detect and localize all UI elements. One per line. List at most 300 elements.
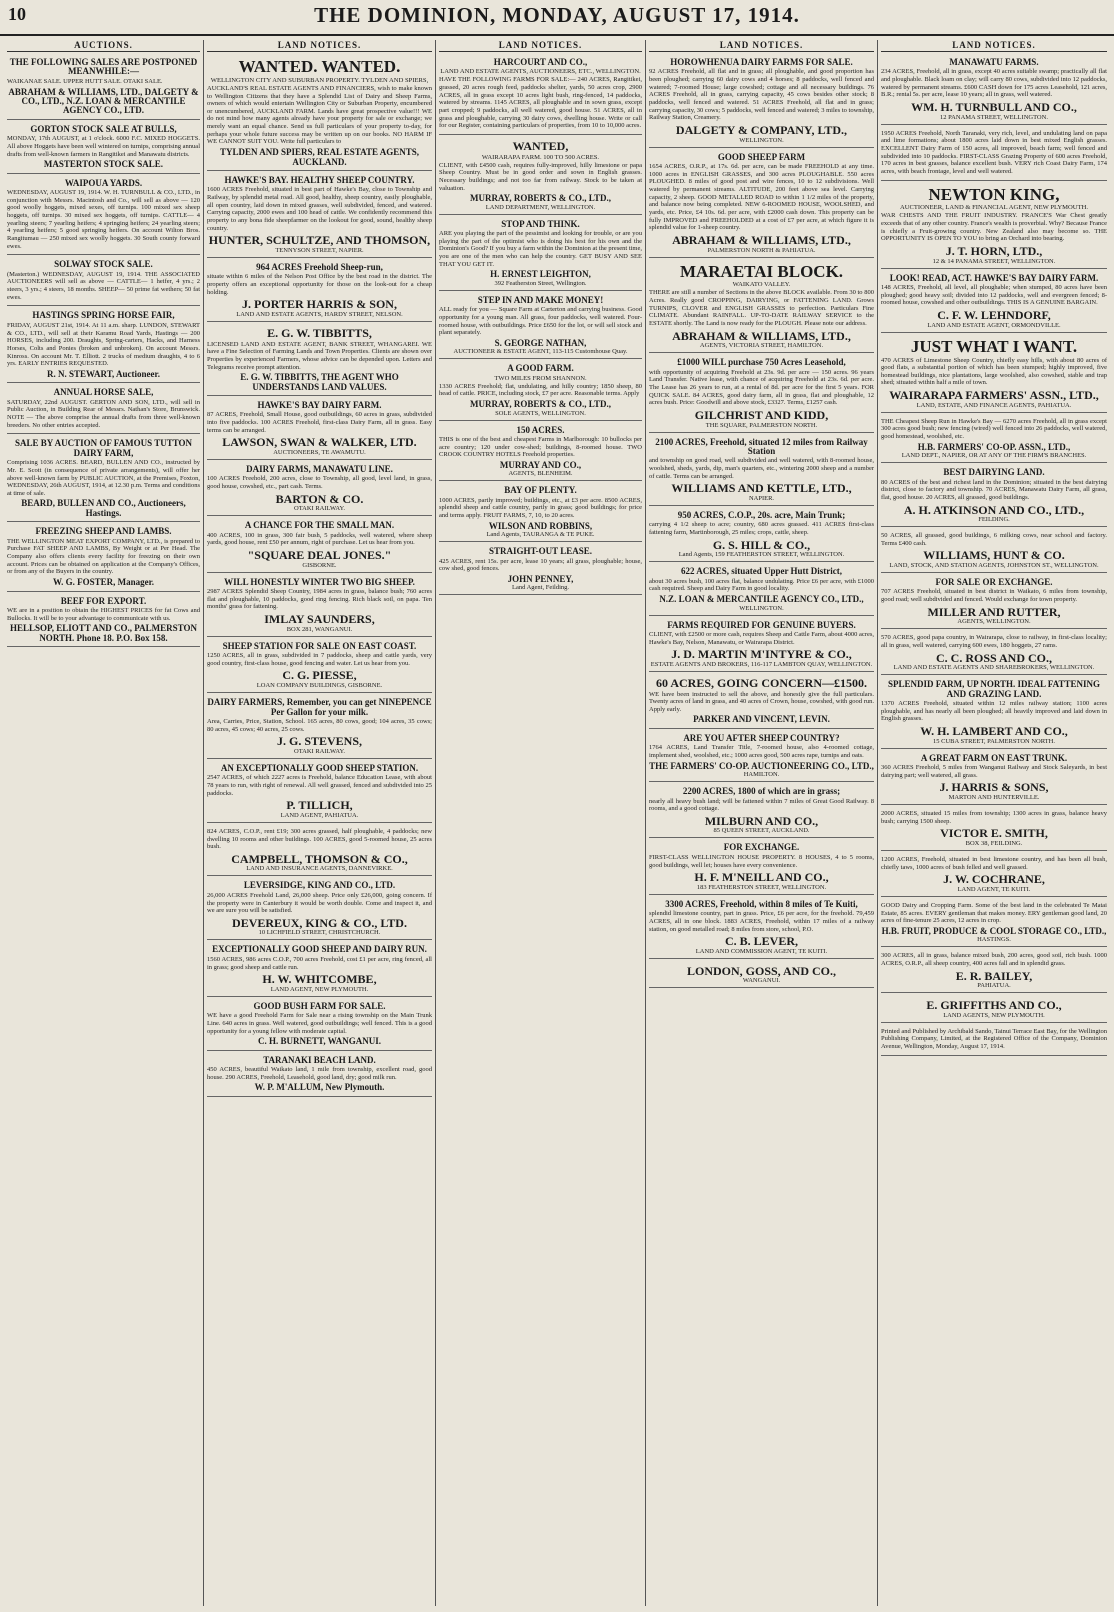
advertisement [207,324,432,396]
ad-heading: GORTON STOCK SALE AT BULLS, [30,123,177,134]
ad-advertiser: J. HARRIS & SONS, [939,780,1049,795]
ad-subheading: WAIKATO VALLEY. [732,281,791,289]
ad-advertiser: GILCHRIST AND KIDD, [694,408,829,422]
ad-body-text: WAR CHESTS AND THE FRUIT INDUSTRY. FRANCE'S War Chest greatly exceeds that of any other country. France's wealth is proverbial. Why? Because France is chiefly a Fruit-growing country. New Zealand also may become so. THE OPPORTUNITY IS OPEN TO YOU to bring an Orchard into bearing. [881,212,1107,243]
ad-body-text: 300 ACRES, all in grass, balance mixed bush, 200 acres, good soil, rich bush. 1000 ACRES, O.R.P., all sheep country, 400 acres fall and in splendid grass. [881,952,1107,967]
ad-advertiser-address: NAPIER. [748,495,775,503]
ad-advertiser: ABRAHAM & WILLIAMS, LTD., DALGETY & CO., LTD., N.Z. LOAN & MERCANTILE AGENCY CO., LTD. [8,86,199,116]
ad-advertiser-address: WELLINGTON. [739,136,784,144]
advertisement [881,853,1107,897]
ad-advertiser-address: LAND AGENT, PAHIATUA. [280,811,359,819]
ad-advertiser: "SQUARE DEAL JONES." [247,548,392,563]
ad-heading: A CHANCE FOR THE SMALL MAN. [244,520,395,531]
advertisement [207,398,432,460]
ad-body-text: ARE you playing the part of the pessimist and looking for trouble, or are you playing the part of the optimist who is doing his best for his own and the Dominion's Good? If you buy a farm within the Dominion at the present time, you are one of the men who can help the country. GET BUSY AND SEE THAT YOU GET IT. [439,230,642,268]
advertisement [649,355,874,432]
ad-advertiser-address: LAND AGENT, NEW PLYMOUTH. [270,985,369,993]
advertisement [207,639,432,693]
ad-body-text: about 30 acres bush, 100 acres flat, balance undulating. Price £6 per acre, with £1000 cash required. Sheep and Dairy Farm in good locality. [649,577,874,593]
ad-advertiser-address: LAND AND ESTATE AGENTS AND SHAREBROKERS, WELLINGTON. [893,664,1095,672]
page-number: 10 [8,4,26,24]
advertisement [439,137,642,215]
ad-advertiser-address: WELLINGTON. [739,604,784,612]
ad-heading: FARMS REQUIRED FOR GENUINE BUYERS. [667,619,856,630]
ad-body-text: 80 ACRES of the best and richest land in the Dominion; situated in the best dairying district, close to factory and township. 70 ACRES, Manawatu Dairy Farm, all grass, flat, good house. 20 ACRES, all grassed, good buildings. [881,478,1107,501]
ad-body-text: 824 ACRES, C.O.P., rent £19; 300 acres grassed, half ploughable, 4 paddocks; new dwelling 10 rooms and other buildings. 100 ACRES, good 5-roomed house, 25 acres bush. [207,827,432,851]
ad-advertiser-address: PALMERSTON NORTH & PAHIATUA. [707,246,816,254]
ad-body-text: 425 ACRES, rent 15s. per acre, lease 10 years; all grass, ploughable; house, cow shed, good fences. [439,557,642,573]
ad-heading: 964 ACRES Freehold Sheep-run, [256,261,383,272]
advertisement [649,731,874,782]
ad-advertiser-address: Land Agent, Feilding. [511,584,570,592]
ad-advertiser: HUNTER, SCHULTZE, AND THOMSON, [208,233,431,248]
ad-advertiser-address: AGENTS, VICTORIA STREET, HAMILTON. [699,342,824,350]
newspaper-title: THE DOMINION, MONDAY, AUGUST 17, 1914. [314,3,800,27]
ad-heading: DAIRY FARMERS, Remember, you can get NINEPENCE Per Gallon for your milk. [207,697,432,717]
ad-advertiser: A. H. ATKINSON AND CO., LTD., [903,502,1085,517]
ad-advertiser: E. R. BAILEY, [955,968,1033,983]
ad-body-text: GOOD Dairy and Cropping Farm. Some of the best land in the celebrated Te Matai Estate, 85 acres. EVERY gentleman that makes money. ERY gentleman good land, 20 acres of fine-tenure 25 acres, 12 acres in crop. [881,901,1107,925]
ad-heading: GOOD SHEEP FARM [717,151,806,162]
ad-heading: LEVERSIDGE, KING AND CO., LTD. [243,880,396,891]
ad-body-text: WE are in a position to obtain the HIGHEST PRICES for fat Cows and Bullocks. It will be to your advantage to communicate with us. [7,606,200,622]
ad-heading: £1000 WILL purchase 750 Acres Leasehold, [677,357,846,368]
advertisement [881,271,1107,333]
ad-heading: ARE YOU AFTER SHEEP COUNTRY? [683,732,840,743]
advertisement [439,483,642,542]
ad-heading: BEST DAIRYING LAND. [943,467,1045,478]
advertisement [881,55,1107,125]
advertisement [7,55,200,120]
ad-heading: 2100 ACRES, Freehold, situated 12 miles from Railway Station [655,436,868,457]
ad-body-text: THE Cheapest Sheep Run in Hawke's Bay — 6270 acres Freehold, all in grass except 300 acres good bush; new fencing (wired) well fenced into 26 paddocks, well watered, good homestead, woolshed, etc. [881,417,1107,441]
advertisement [207,260,432,322]
ad-body-text: FRIDAY, AUGUST 21st, 1914. At 11 a.m. sharp. LUNDON, STEWART & CO., LTD., will sell at their Karamu Road Yards, Hastings — 200 HORSES, including 200. Draughts, Spring-carters, Hacks, and Harness Horses, Colts and Ponies (broken and unbroken). On account Messrs. Kinross. On account Mr. T. Elliott. 2 trucks of medium draughts, 4 to 6 yrs. EARLY ENTRIES REQUESTED. [7,321,200,368]
ad-subheading: WAIRARAPA FARM. 100 TO 500 ACRES. [481,153,600,161]
ad-body-text: 50 ACRES, all grassed, good buildings, 6 milking cows, near school and factory. Terms £400 cash. [881,532,1107,547]
ad-body-text: situate within 6 miles of the Nelson Post Office by the best road in the district. The property offers an exceptional opportunity for those on the look-out for a cheap holding. [207,273,432,296]
ad-body-text: 92 ACRES Freehold, all flat and in grass; all ploughable, and good proportion has been ploughed; carrying 60 dairy cows and 4 horses; 8 paddocks, well fenced and watered; 7-roomed House; large cowshed; cottage and all necessary buildings. 76 ACRES Freehold, all in grass, carrying capacity, 45 cows besides other stock; 8 paddocks, well fenced and watered. 51 ACRES Freehold, all flat and in grass; carrying capacity, 30 cows; 5 paddocks, well fenced and watered; 3 miles to township, Railway Station, Creamery. [649,68,874,122]
advertisement [207,942,432,996]
ad-advertiser-address: HAMILTON. [743,771,780,779]
ad-body-text: 360 ACRES Freehold, 5 miles from Wanganui Railway and Stock Saleyards, in best dairying part; well watered, all grass. [881,764,1107,779]
ad-body-text: 234 ACRES, Freehold, all in grass, except 40 acres suitable swamp; practically all flat and ploughable. Black loam on clay; will carry 80 cows, subdivided into 12 paddocks, watered by permanent streams. £600 CASH down for 175 acres Leasehold, 121 acres, B.R.; rental 5s. per acre, lease 10 years; all in grass, well watered. [881,68,1107,99]
ad-advertiser: WILSON AND ROBBINS, [488,520,593,531]
ad-advertiser-address: LAND DEPARTMENT, WELLINGTON. [485,203,596,211]
ad-heading: SPLENDID FARM, UP NORTH. IDEAL FATTENING AND GRAZING LAND. [888,679,1100,699]
ad-advertiser-address: LAND AGENT, TE KUITI. [957,885,1031,893]
ad-body-text: 570 ACRES, good papa country, in Wairarapa, close to railway, in first-class locality; all in grass, well watered, carrying 600 ewes, 180 hoggets, 27 rams. [881,634,1107,650]
ad-body-text: with opportunity of acquiring Freehold at 23s. 9d. per acre — 150 acres. 96 years Land Transfer. Native lease, with chance of acquiring Freehold at 23s. 6d. per acre. The Lease has 26 years to run, at a rental of 8d. per acre for the first 5 years. FOR QUICK SALE. 84 ACRES, good dairy farm, all in grass, flat and ploughable, 12 acres bush. Price: Goodwill and above stock, £3327. Terms, £1257 cash. [649,368,874,407]
advertisement [207,55,432,171]
ad-advertiser-address: LOAN COMPANY BUILDINGS, GISBORNE. [256,682,383,690]
ad-heading: A GOOD FARM. [507,363,574,374]
ad-advertiser-address: 392 Featherston Street, Wellington. [494,279,587,287]
ad-advertiser: DEVEREUX, KING & CO., LTD. [232,915,407,930]
ad-heading: WANTED, [512,139,569,154]
ad-advertiser-address: WANGANUI. [742,977,781,985]
ad-advertiser-address: TENNYSON STREET, NAPIER. [275,246,364,254]
ad-body-text: WEDNESDAY, AUGUST 19, 1914. W. H. TURNBULL & CO., LTD., in conjunction with Messrs. Macintosh and Co., will sell as above — 120 good woolly hoggets, mixed sexes, off turnips. 100 mixed sex sheep hoggets, off turnips. 30 mixed sex hoggets, off turnips. CATTLE— 4 yearling steers; 7 yearling heifers; 4 springing heifers; 24 yearling steers; 4 yearling heifers; 5 good springing heifers. On account Wilton Bros. Rangitumau — 250 mixed sex woolly hoggets. 30 South county forward ewes. [7,189,200,250]
ad-advertiser-address: 12 & 14 PANAMA STREET, WELLINGTON. [932,257,1056,265]
ad-body-text: 1764 ACRES, Land Transfer Title, 7-roomed house, also 4-roomed cottage, implement shed, woolshed, etc.; 1000 acres good, 500 acres rape, turnips and oats. [649,744,874,759]
ad-body-text: HAVE THE FOLLOWING FARMS FOR SALE:— 240 ACRES, Rangitikei, grassed, 20 acres rough feed, paddocks shelter, yards, 50 acres crop, 2900 ACRES, all in grass except 10 acres light bush, ring-fenced, 14 paddocks, watered by streams. 1145 ACRES, all ploughable and in sown grass, except part cropped; 9 paddocks, all well watered, good house. 51 ACRES, all in grass and ploughable, carrying 30 dairy cows, dwelling house. Write or call for our Register, containing particulars of properties, from 10 to 10,000 acres. [439,76,642,130]
ad-advertiser-address: BOX 281, WANGANUI. [286,625,353,633]
ad-heading: NEWTON KING, [928,184,1060,204]
ad-advertiser: C. B. LEVER, [724,934,798,949]
ad-heading: DAIRY FARMS, MANAWATU LINE. [246,464,393,475]
ad-body-text: 470 ACRES of Limestone Sheep Country, chiefly easy hills, with about 80 acres of good flats, a substantial portion of which has been stumped; highly improved, five homestead buildings, nice plantations, large woolshed, also cowshed, stable and trap shed; situated within half a mile of town. [881,356,1107,387]
ad-heading: 3300 ACRES, Freehold, within 8 miles of Te Kuiti, [665,898,858,909]
ad-heading: EXCEPTIONALLY GOOD SHEEP AND DAIRY RUN. [212,944,427,955]
ad-body-text: 1950 ACRES Freehold, North Taranaki, very rich, level, and undulating land on papa and lime formations; about 1800 acres laid down in best mixed English grasses. EXCELLENT Dairy Farm of 150 acres, all improved, beach farm; well fenced and subdivided into 10 paddocks. FIRST-CLASS Grazing Property of 600 acres Freehold, 170 acres in best grasses, balance excellent bush. VERY rich Coast Dairy Farm, 174 acres, with beach frontage, level and well watered. [881,129,1107,175]
ad-body-text: 1560 ACRES, 986 acres C.O.P., 700 acres Freehold, cost £1 per acre, ring fenced, all in grass; good sheep and cattle run. [207,955,432,971]
ad-heading: HAWKE'S BAY. HEALTHY SHEEP COUNTRY. [224,174,415,185]
advertisement [881,465,1107,527]
ad-advertiser: CAMPBELL, THOMSON & CO., [231,851,408,866]
advertisement [881,183,1107,269]
ad-body-text: 2000 ACRES, situated 15 miles from township; 1300 acres in grass, balance heavy bush; carrying 1500 sheep. [881,810,1107,825]
ad-body-text: 1330 ACRES Freehold; flat, undulating, and hilly country; 1850 sheep, 80 head of cattle. PRICE, including stock, £7 per acre. Reasonable terms. Apply [439,382,642,398]
ad-body-text: WE have a good Freehold Farm for Sale near a rising township on the Main Trunk Line. 640 acres in grass. Well watered, good outbuildings; well fenced. This is a good opportunity for a young fellow with moderate capital. [207,1012,432,1035]
ad-body-text: 1370 ACRES Freehold, situated within 12 miles railway station; 1100 acres ploughable, and has nearly all been ploughed; all heavily improved and laid down in English grasses. [881,700,1107,723]
ad-heading: TARANAKI BEACH LAND. [263,1054,376,1065]
advertisement [881,631,1107,675]
advertisement [207,878,432,940]
ad-body-text: 1200 ACRES, Freehold, situated in best limestone country, and has been all bush, chiefly taws, 1000 acres of bush felled and well grassed. [881,855,1107,871]
ad-heading: HASTINGS SPRING HORSE FAIR, [32,310,175,321]
ad-advertiser: WAIRARAPA FARMERS' ASSN., LTD., [889,388,1099,403]
ad-heading: A GREAT FARM ON EAST TRUNK. [920,752,1068,763]
ad-subheading: WELLINGTON CITY AND SUBURBAN PROPERTY. TYLDEN AND SPIERS, [210,76,429,84]
ad-advertiser-address: LAND, ESTATE, AND FINANCE AGENTS, PAHIATUA. [916,401,1072,409]
ad-advertiser: MURRAY AND CO., [499,459,582,470]
column-3 [436,40,646,1606]
ad-heading: 150 ACRES. [516,424,565,435]
ad-advertiser-address: SOLE AGENTS, WELLINGTON. [495,409,586,417]
ad-body-text: Area, Carries, Price, Station, School. 165 acres, 80 cows, good; 104 acres, 35 cows; 80 acres, 45 cows; 40 acres, 25 cows. [207,717,432,733]
advertisement [207,761,432,823]
ad-advertiser: H. F. M'NEILL AND CO., [694,870,829,885]
ad-heading: FREEZING SHEEP AND LAMBS. [35,526,172,537]
ad-subheading: TWO MILES FROM SHANNON. [494,374,587,382]
ad-advertiser: W. G. FOSTER, Manager. [52,577,155,588]
advertisement [649,435,874,506]
advertisement [207,518,432,572]
ad-heading: MANAWATU FARMS. [949,57,1039,67]
ad-heading: SOLWAY STOCK SALE. [54,259,153,270]
ad-advertiser: MURRAY, ROBERTS & CO., LTD., [470,193,611,204]
ad-body-text: 1600 ACRES Freehold, situated in best part of Hawke's Bay, close to Township and Railway, by splendid metal road. All good, healthy, sheep country, easily ploughable, all open country, laid down in mixed grasses, well subdivided, fenced, and watered. Carrying capacity, 2000 ewes and 100 head of cattle. We confidently recommend this property to any bona fide sheepfarmer on the lookout for good, sound, healthy sheep country. [207,186,432,232]
ad-advertiser: C. C. ROSS AND CO., [935,650,1052,665]
ad-advertiser-address: LAND AND INSURANCE AGENTS, DANNEVIRKE. [246,865,393,873]
ad-heading: 2200 ACRES, 1800 of which are in grass; [682,786,841,797]
advertisement [881,899,1107,947]
advertisement [649,961,874,989]
column-2 [204,40,436,1606]
ad-body-text: 2547 ACRES, of which 2227 acres is Freehold, balance Education Lease, with about 78 years to run, with right of renewal. All well grassed, fenced and subdivided into 25 paddocks. [207,774,432,797]
advertisement [439,544,642,595]
advertisement [207,173,432,258]
ad-advertiser: E. GRIFFITHS AND CO., [926,998,1062,1013]
ad-advertiser-address: OTAKI RAILWAY. [294,505,345,513]
ad-body-text: carrying 4 1/2 sheep to acre; country, 680 acres grassed. 411 ACRES first-class fattening farm, Martinborough, 25 miles; crops, cattle, sheep. [649,521,874,537]
advertisement [649,784,874,838]
ad-advertiser: H.B. FARMERS' CO-OP. ASSN., LTD., [917,441,1071,452]
ad-advertiser: P. TILLICH, [286,798,353,813]
column-5 [878,40,1110,1606]
ad-advertiser-address: AGENTS, WELLINGTON. [957,618,1031,626]
ad-advertiser: HELLSOP, ELIOTT AND CO., PALMERSTON NORTH. Phone 18. P.O. Box 158. [10,623,197,643]
ad-body-text: WAIKANAE SALE. UPPER HUTT SALE. OTAKI SALE. [7,77,163,85]
ad-body-text: 87 ACRES, Freehold, Small House, good outbuildings, 60 acres in grass, subdivided into five paddocks. 100 ACRES Freehold, first-class Dairy Farm, all in grass. Easy terms can be arranged. [207,411,432,434]
column-heading: LAND NOTICES. [881,40,1107,52]
ad-heading: HARCOURT AND CO., [493,57,588,67]
column-4 [646,40,878,1606]
ad-heading: BAY OF PLENTY. [504,485,577,496]
ad-advertiser: W. P. M'ALLUM, New Plymouth. [254,1082,385,1093]
advertisement [649,150,874,258]
advertisement [649,260,874,354]
ad-advertiser: VICTOR E. SMITH, [940,826,1048,841]
ad-body-text: 450 ACRES, beautiful Waikato land, 1 mile from township, excellent road, good house. 290 ACRES, Freehold, Leasehold, good land, dry; good milk run. [207,1066,432,1081]
ad-heading: FOR EXCHANGE. [723,842,800,853]
ad-heading: MARAETAI BLOCK. [679,261,844,281]
ad-body-text: 2987 ACRES Splendid Sheep Country, 1984 acres in grass, balance bush; 760 acres flat and ploughable, 10 paddocks, good ring fencing. Rich black soil, on papa. Ten months' grass for fattening. [207,588,432,611]
advertisement [7,436,200,522]
ad-body-text: 1654 ACRES, O.R.P., at 17s. 6d. per acre, can be made FREEHOLD at any time. 1000 acres in ENGLISH GRASSES, and 300 acres PLOUGHABLE. 550 acres PLOUGHED. 8 miles of good post and wire fences, 10 to 12 subdivisions. Well watered by permanent streams. ALTITUDE, 200 feet above sea level. Carrying capacity, 2 sheep. GOOD METALLED ROAD to within 1 1/2 miles of the property, and balance now being completed. NEW 6-ROOMED HOUSE, WOOLSHED, and yards, etc. Price, £4 10s. 6d. per acre, with £2000 cash down. This property can be fully IMPROVED and FREEHOLDED at a cost of £7 per acre, at which figure it is splendid value for 1-sheep country. [649,163,874,232]
ad-advertiser-address: 183 FEATHERSTON STREET, WELLINGTON. [696,883,827,891]
ad-advertiser: DALGETY & COMPANY, LTD., [675,123,848,138]
ad-heading: HAWKE'S BAY DAIRY FARM. [257,400,382,411]
ad-advertiser-address: HASTINGS. [977,936,1011,944]
ad-advertiser-address: OTAKI RAILWAY. [294,747,345,755]
column-1 [4,40,204,1606]
ad-heading: SHEEP STATION FOR SALE ON EAST COAST. [222,640,417,651]
ad-advertiser-address: FEILDING. [978,516,1010,524]
ad-advertiser-address: LAND AND ESTATE AGENT, ORMONDVILLE. [927,321,1061,329]
ad-heading: THE FOLLOWING SALES ARE POSTPONED MEANWHILE:— [9,57,198,77]
ad-body-text: and township on good road, well subdivided and well watered, with 8-roomed house, woolshed, sheds, yards, dip, man's quarters, etc., wintering 2000 sheep and a number of cattle. Terms can be arranged. [649,457,874,480]
ad-advertiser: C. G. PIESSE, [282,668,357,683]
ad-body-text: (Masterton.) WEDNESDAY, AUGUST 19, 1914. THE ASSOCIATED AUCTIONEERS will sell as above — CATTLE— 1 heifer, 4 yrs.; 2 steers, 3 yrs.; 4 steers, 18 months. SHEEP— 50 prime fat wethers; 50 fat ewes. [7,270,200,301]
ad-heading: STEP IN AND MAKE MONEY! [477,294,604,305]
advertisement [881,415,1107,463]
ad-advertiser: BARTON & CO. [275,491,364,506]
ad-advertiser: WILLIAMS AND KETTLE, LTD., [671,481,852,496]
ad-body-text: nearly all heavy bush land; will be fattened within 7 miles of Great Good Railway. 8 rooms, and a good cottage. [649,797,874,813]
ad-body-text: THE WELLINGTON MEAT EXPORT COMPANY, LTD., is prepared to Purchase FAT SHEEP AND LAMBS, By Weight or at Per Head. The Company also offers clients every facility for freezing on their own account. Prices can be obtained on application at the Company's Offices, or from any of the Buyers in the country. [7,537,200,576]
advertisement [881,575,1107,629]
ad-body-text: CLIENT, with £2500 or more cash, requires Sheep and Cattle Farm, about 4000 acres, Hawke's Bay, Nelson, Manawatu, or Wairarapa District. [649,631,874,646]
ad-advertiser: WM. H. TURNBULL AND CO., [911,100,1077,115]
advertisement [207,825,432,877]
ad-heading: SALE BY AUCTION OF FAMOUS TUTTON DAIRY FARM, [14,438,193,458]
advertisement [7,594,200,648]
ad-advertiser-address: LAND DEPT., NAPIER, OR AT ANY OF THE FIRM'S BRANCHES. [901,452,1087,460]
ad-body-text: AUCKLAND'S REAL ESTATE AGENTS AND FINANCIERS, wish to make known to Wellington Citizens that they have a Splendid List of Dairy and Sheep Farms, owners of which would entertain Wellington City or Suburban Property, encumbered or unencumbered, AUCKLAND FARM. Lands have great prospective value!!! WE do not mind how many agents already have your property for sale or exchange; we merely want an equal chance. Send us full particulars of your property to-day, for perhaps your whole future success may be written up on our books. NO HARM IF WE CANNOT SUIT YOU. Write full particulars to [207,84,432,146]
ad-advertiser-address: AUCTIONEER & ESTATE AGENT, 113-115 Customhouse Quay. [453,348,628,356]
ad-advertiser-address: AGENTS, BLENHEIM. [508,470,573,478]
ad-advertiser: H. W. WHITCOMBE, [262,972,377,987]
advertisement [881,949,1107,993]
ad-heading: WAIPOUA YARDS. [64,177,143,188]
ad-advertiser: BEARD, BULLEN AND CO., Auctioneers, Hastings. [21,498,186,518]
ad-advertiser: ABRAHAM & WILLIAMS, LTD., [672,328,851,343]
advertisement [207,999,432,1051]
ad-body-text: LICENSED LAND AND ESTATE AGENT, BANK STREET, WHANGAREI. WE have a Fine Selection of Farming Lands and Town Properties. Clients are shown over Properties by experienced Farmers, whose advice can be depended upon. Letters and Telegrams receive prompt attention. [207,340,432,371]
ad-body-text: 26,000 ACRES Freehold Land, 26,000 sheep. Price only £26,000, going concern. If the property were in Canterbury it would be worth double. Come and inspect it, and we are sure you will be satisfied. [207,891,432,915]
ad-advertiser-address: 85 QUEEN STREET, AUCKLAND. [713,827,810,835]
ad-advertiser: J. D. MARTIN M'INTYRE & CO., [671,647,852,662]
advertisement [649,508,874,562]
ad-heading: FOR SALE OR EXCHANGE. [935,577,1053,588]
advertisement [439,361,642,420]
ad-advertiser-address: LAND, STOCK, AND STATION AGENTS, JOHNSTON ST., WELLINGTON. [889,562,1099,570]
ad-heading: E. G. W. TIBBITTS, [267,325,372,340]
ad-advertiser: J. T. HORN, LTD., [945,244,1043,259]
ad-advertiser: MILBURN AND CO., [704,813,819,828]
advertisement [649,840,874,894]
ad-advertiser-address: MARTON AND HUNTERVILLE. [948,794,1040,802]
ad-heading: LOOK! READ, ACT. HAWKE'S BAY DAIRY FARM. [889,272,1099,283]
advertisement [207,695,432,759]
advertisement [881,751,1107,805]
ad-advertiser: W. H. LAMBERT AND CO., [920,724,1068,739]
advertisement [881,335,1107,413]
advertisement [881,677,1107,748]
advertisement [649,564,874,615]
advertisement [207,1053,432,1097]
ad-subheading: AUCTIONEER, LAND & FINANCIAL AGENT, NEW PLYMOUTH. [899,204,1089,212]
advertisement [881,995,1107,1023]
advertisement [881,807,1107,851]
ad-advertiser: J. G. STEVENS, [276,734,363,749]
ad-body-text: 148 ACRES, Freehold, all level, all ploughable; when stumped, 80 acres have been ploughed; good heavy soil; divided into 12 paddocks, well and evergreen fenced; 8-roomed house, cowshed and other outbuildings. THIS IS A GENUINE BARGAIN. [881,284,1107,307]
ad-advertiser-address: LAND AGENTS, NEW PLYMOUTH. [943,1011,1045,1019]
ad-advertiser-address: 15 CUBA STREET, PALMERSTON NORTH. [933,737,1055,745]
masthead [0,0,1114,36]
ad-heading: WILL HONESTLY WINTER TWO BIG SHEEP. [224,576,415,587]
ad-advertiser: MASTERTON STOCK SALE. [43,159,164,170]
ad-advertiser: LAWSON, SWAN & WALKER, LTD. [222,435,417,450]
advertisement [649,897,874,959]
ad-advertiser-address: 12 PANAMA STREET, WELLINGTON. [940,113,1048,121]
ad-advertiser: MURRAY, ROBERTS & CO., LTD., [470,399,611,410]
ad-heading: WANTED. WANTED. [238,57,401,76]
ad-body-text: ALL ready for you — Square Farm at Carterton and carrying business. Good opportunity for a young man. All grass, four paddocks, well watered. Four-roomed house, with outbuildings. Price £650 for the lot, or will sell stock and plant separately. [439,306,642,337]
ad-advertiser: MILLER AND RUTTER, [927,604,1061,619]
ad-subheading: LAND AND ESTATE AGENTS, AUCTIONEERS, ETC., WELLINGTON. [440,68,641,76]
column-heading: LAND NOTICES. [649,40,874,52]
advertisement [881,127,1107,181]
ad-body-text: 400 ACRES, 100 in grass, 300 fair bush, 5 paddocks, well watered, where sheep yards, good house, rent £50 per annum, right of purchase. Let us hear from you. [207,531,432,547]
advertisement [439,293,642,360]
ad-heading: JUST WHAT I WANT. [910,336,1078,356]
ad-body-text: 707 ACRES Freehold, situated in best district in Waikato, 6 miles from township, good road; well subdivided and fenced. Would exchange for town property. [881,588,1107,604]
ad-body-text: Comprising 1036 ACRES. BEARD, BULLEN AND CO., instructed by Mr. E. Scott (in consequence of private arrangements), will offer her above well-known farm by PUBLIC AUCTION, at the Premises, Foxton, WEDNESDAY, 26th AUGUST, 1914, at 12.30 p.m. Terms and conditions at time of sale. [7,459,200,497]
ad-advertiser: IMLAY SAUNDERS, [264,612,375,627]
ad-advertiser: E. G. W. TIBBITTS, THE AGENT WHO UNDERSTANDS LAND VALUES. [240,372,399,392]
ad-advertiser-address: BOX 38, FEILDING. [965,839,1023,847]
columns-container [4,40,1110,1606]
ad-advertiser: C. F. W. LEHNDORF, [937,308,1051,323]
ad-heading: STOP AND THINK. [501,218,580,229]
advertisement [207,462,432,516]
advertisement [439,423,642,482]
advertisement [7,385,200,434]
ad-heading: BEEF FOR EXPORT. [60,595,147,606]
ad-body-text: Printed and Published by Archibald Sando, Tainui Terrace East Bay, for the Wellington Publishing Company, Limited, at the Registered Office of the Company, Dominion Avenue, Wellington, Monday, August 17, 1914. [881,1027,1107,1051]
advertisement [649,674,874,729]
ad-advertiser-address: PAHIATUA. [977,982,1011,990]
ad-advertiser: TYLDEN AND SPIERS, REAL ESTATE AGENTS, AUCKLAND. [220,147,419,167]
advertisement [439,55,642,135]
ad-body-text: FIRST-CLASS WELLINGTON HOUSE PROPERTY. 8 HOUSES, 4 to 5 rooms, good buildings, well let; houses have every convenience. [649,853,874,869]
advertisement [881,1025,1107,1056]
ad-advertiser: JOHN PENNEY, [507,573,574,584]
ad-heading: STRAIGHT-OUT LEASE. [488,546,593,557]
ad-body-text: MONDAY, 17th AUGUST, at 1 o'clock. 6000 F.C. MIXED HOGGETS. All above Hoggets have been well wintered on turnips, comprising annual drafts from well-known farmers in Rangitikei and Manawatu districts. [7,135,200,158]
ad-advertiser: J. W. COCHRANE, [943,872,1045,887]
ad-heading: AN EXCEPTIONALLY GOOD SHEEP STATION. [220,762,419,773]
advertisement [7,257,200,306]
ad-heading: HOROWHENUA DAIRY FARMS FOR SALE. [670,57,853,67]
column-heading: AUCTIONS. [7,40,200,52]
ad-advertiser-address: LAND AND COMMISSION AGENT, TE KUITI. [695,947,828,955]
ad-advertiser-address: ESTATE AGENTS AND BROKERS, 116-117 LAMBTON QUAY, WELLINGTON. [650,660,873,668]
advertisement [7,308,200,383]
advertisement [649,618,874,672]
ad-advertiser-address: THE SQUARE, PALMERSTON NORTH. [705,421,818,429]
ad-advertiser-address: LAND AND ESTATE AGENTS, HARDY STREET, NELSON. [236,310,403,318]
ad-advertiser-address: 10 LICHFIELD STREET, CHRISTCHURCH. [258,929,381,937]
ad-advertiser: N.Z. LOAN & MERCANTILE AGENCY CO., LTD., [659,594,864,605]
advertisement [7,122,200,174]
ad-advertiser: C. H. BURNETT, WANGANUI. [258,1036,381,1047]
ad-heading: ANNUAL HORSE SALE, [53,387,154,398]
column-heading: LAND NOTICES. [207,40,432,52]
ad-body-text: 100 ACRES Freehold, 200 acres, close to Township, all good, level land, in grass, good house, cowshed, etc., part cash. Terms. [207,475,432,491]
ad-heading: 950 ACRES, C.O.P., 20s. acre, Main Trunk; [677,510,846,521]
ad-body-text: splendid limestone country, part in grass. Price, £6 per acre, for the freehold. 79,459 ACRES, all in one block. 1883 ACRES, Freehold, within 17 miles of a railway station, on good metalled road; 8 miles from store, school, P.O. [649,910,874,933]
advertisement [649,55,874,148]
advertisement [7,176,200,256]
column-heading: LAND NOTICES. [439,40,642,52]
ad-body-text: 1250 ACRES, all in grass, subdivided in 7 paddocks, sheep and cattle yards, very good country, first-class house, good fencing and water. Let us hear from you. [207,652,432,667]
ad-advertiser: ABRAHAM & WILLIAMS, LTD., [672,232,851,247]
ad-body-text: WE have been instructed to sell the above, and honestly give the full particulars. Twenty acres of land in grass, and 40 acres of Crown, house, cowshed, with good run. Apply early. [649,690,874,713]
ad-advertiser: THE FARMERS' CO-OP. AUCTIONEERING CO., LTD., [649,760,874,771]
advertisement [881,529,1107,573]
ad-advertiser: LONDON, GOSS, AND CO., [686,963,837,978]
ad-advertiser-address: Land Agents, 159 FEATHERSTON STREET, WELLINGTON. [678,551,845,559]
ad-body-text: THIS is one of the best and cheapest Farms in Marlborough: 10 bullocks per acre country; 120 under cow-shed; buildings, 8-roomed house. TWO CROOK COUNTRY HOTELS Freehold properties. [439,435,642,459]
advertisement [7,524,200,591]
ad-advertiser: R. N. STEWART, Auctioneer. [47,368,160,379]
ad-advertiser: H. ERNEST LEIGHTON, [490,269,591,280]
ad-advertiser: J. PORTER HARRIS & SON, [242,297,397,312]
ad-advertiser: G. S. HILL & CO., [712,537,811,552]
ad-advertiser: S. GEORGE NATHAN, [494,337,587,348]
ad-advertiser: PARKER AND VINCENT, LEVIN. [693,714,830,725]
ad-advertiser-address: AUCTIONEERS, TE AWAMUTU. [273,449,366,457]
ad-heading: GOOD BUSH FARM FOR SALE. [253,1000,386,1011]
ad-advertiser-address: GISBORNE. [302,561,337,569]
ad-heading: 60 ACRES, GOING CONCERN—£1500. [655,675,868,690]
ad-advertiser: WILLIAMS, HUNT & CO. [923,548,1065,563]
ad-heading: 622 ACRES, situated Upper Hutt District, [680,566,843,577]
